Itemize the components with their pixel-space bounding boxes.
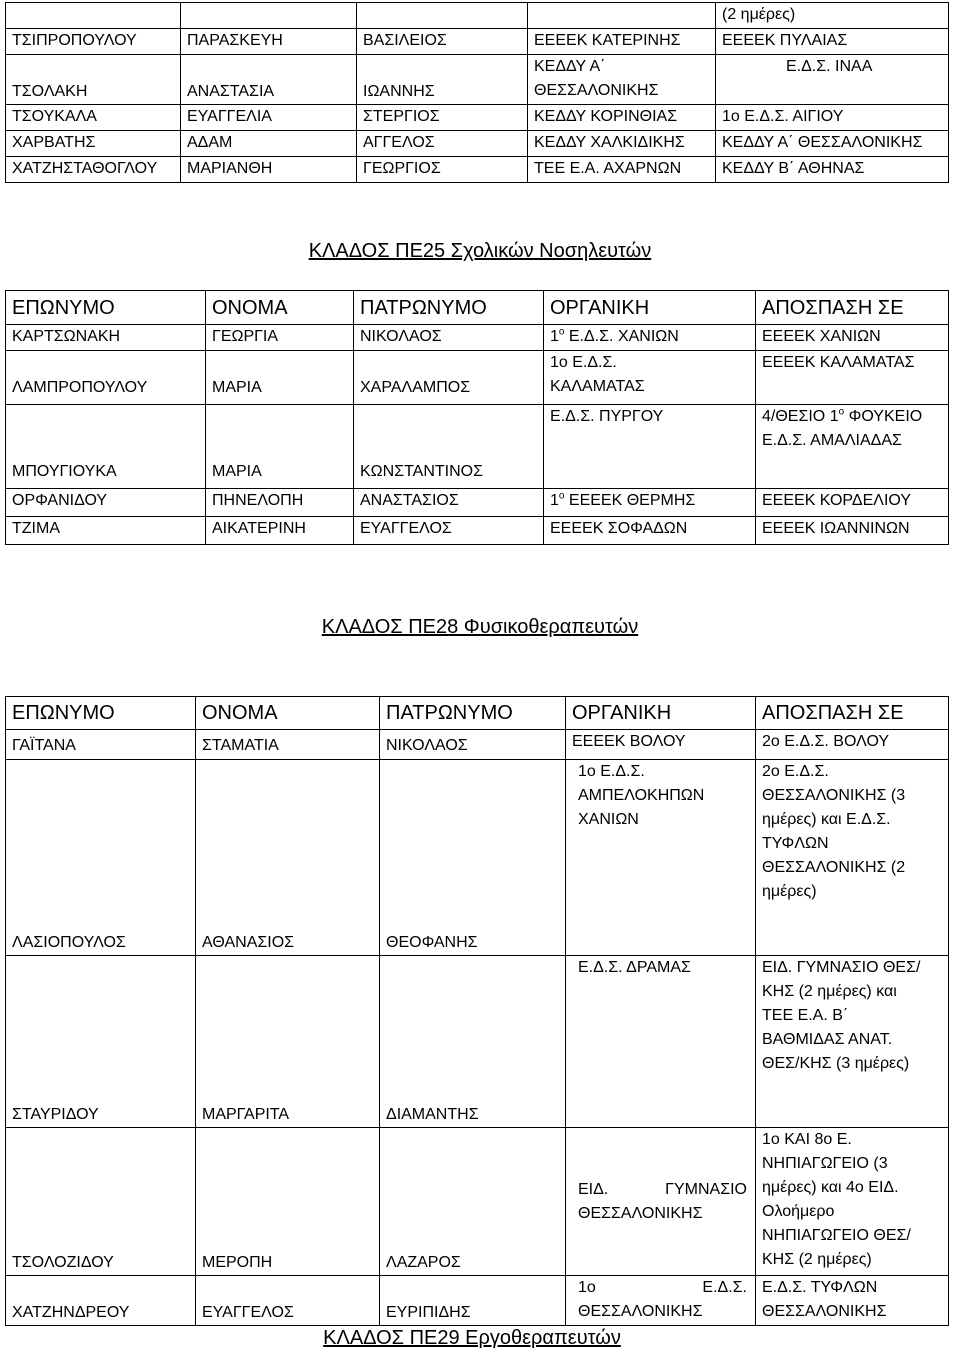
table-row [6,29,949,55]
organic-cell: Ε.Δ.Σ. ΔΡΑΜΑΣ [566,956,756,1128]
table-cell: ΧΑΡΒΑΤΗΣ [6,131,181,157]
table-row [6,489,949,517]
organic-text: ΘΕΣΣΑΛΟΝΙΚΗΣ [578,1303,703,1320]
pe25-table [5,290,949,545]
table-row [6,730,949,760]
table-row [6,760,949,956]
secondment-cell: ΕΕΕΕΚ ΧΑΝΙΩΝ [756,325,949,351]
father-cell: ΝΙΚΟΛΑΟΣ [354,325,544,351]
column-header: ΟΡΓΑΝΙΚΗ [544,291,756,325]
surname-cell: ΛΑΜΠΡΟΠΟΥΛΟΥ [6,351,206,405]
table-cell: ΤΣΟΥΚΑΛΑ [6,105,181,131]
surname-cell: ΓΑΪΤΑΝΑ [6,730,196,760]
organic-cell: Ε.Δ.Σ. ΠΥΡΓΟΥ [544,405,756,489]
secondment-cell: Ε.Δ.Σ. ΤΥΦΛΩΝ ΘΕΣΣΑΛΟΝΙΚΗΣ [756,1276,949,1326]
table-cell: ΤΣΟΛΑΚΗ [6,55,181,105]
column-header: ΠΑΤΡΩΝΥΜΟ [380,697,566,730]
table-cell: ΚΕΔΔΥ ΚΟΡΙΝΘΙΑΣ [528,105,716,131]
father-cell: ΚΩΝΣΤΑΝΤΙΝΟΣ [354,405,544,489]
table-cell: ΜΑΡΙΑΝΘΗ [181,157,357,183]
surname-cell: ΧΑΤΖΗΝΔΡΕΟΥ [6,1276,196,1326]
table-cell: (2 ημέρες) [716,3,949,29]
table-row [6,351,949,405]
column-header: ΟΝΟΜΑ [196,697,380,730]
table-cell: ΑΓΓΕΛΟΣ [357,131,528,157]
organic-number: 1 [550,328,559,345]
column-header: ΕΠΩΝΥΜΟ [6,291,206,325]
organic-cell [566,1276,756,1326]
table-cell: ΙΩΑΝΝΗΣ [357,55,528,105]
organic-text: ΕΙΔ. [578,1180,609,1198]
name-cell: ΠΗΝΕΛΟΠΗ [206,489,354,517]
table-row [6,105,949,131]
father-cell: ΕΥΑΓΓΕΛΟΣ [354,517,544,545]
table-cell: ΕΥΑΓΓΕΛΙΑ [181,105,357,131]
table-row [6,1276,949,1326]
father-cell: ΝΙΚΟΛΑΟΣ [380,730,566,760]
column-header: ΟΝΟΜΑ [206,291,354,325]
name-cell: ΣΤΑΜΑΤΙΑ [196,730,380,760]
secondment-cell: 2ο Ε.Δ.Σ. ΘΕΣΣΑΛΟΝΙΚΗΣ (3 ημέρες) και Ε.Δ.Σ. ΤΥΦΛΩΝ ΘΕΣΣΑΛΟΝΙΚΗΣ (2 ημέρες) [756,760,949,956]
table-cell: ΤΣΙΠΡΟΠΟΥΛΟΥ [6,29,181,55]
surname-cell: ΛΑΣΙΟΠΟΥΛΟΣ [6,760,196,956]
table-cell: ΑΔΑΜ [181,131,357,157]
father-cell: ΕΥΡΙΠΙΔΗΣ [380,1276,566,1326]
table-cell: 1ο Ε.Δ.Σ. ΑΙΓΙΟΥ [716,105,949,131]
table-row [6,131,949,157]
column-header: ΠΑΤΡΩΝΥΜΟ [354,291,544,325]
table-cell: ΧΑΤΖΗΣΤΑΘΟΓΛΟΥ [6,157,181,183]
table-row [6,517,949,545]
secondment-cell: ΕΕΕΕΚ ΚΑΛΑΜΑΤΑΣ [756,351,949,405]
organic-cell [566,1128,756,1276]
name-cell: ΕΥΑΓΓΕΛΟΣ [196,1276,380,1326]
name-cell: ΓΕΩΡΓΙΑ [206,325,354,351]
table-row [6,956,949,1128]
organic-line [578,1178,755,1202]
table-cell: ΓΕΩΡΓΙΟΣ [357,157,528,183]
surname-cell: ΤΣΟΛΟΖΙΔΟΥ [6,1128,196,1276]
column-header: ΟΡΓΑΝΙΚΗ [566,697,756,730]
organic-text: ΕΕΕΕΚ ΘΕΡΜΗΣ [564,492,696,509]
table-cell: ΠΑΡΑΣΚΕΥΗ [181,29,357,55]
organic-number: 1 [550,492,559,509]
organic-text: Ε.Δ.Σ. ΧΑΝΙΩΝ [564,328,679,345]
surname-cell: ΚΑΡΤΣΩΝΑΚΗ [6,325,206,351]
secondment-text: 4/ΘΕΣΙΟ 1 [762,408,839,425]
organic-cell [544,325,756,351]
name-cell: ΜΑΡΙΑ [206,405,354,489]
table-row [6,55,949,105]
table-row [6,3,949,29]
secondment-cell: ΕΕΕΕΚ ΚΟΡΔΕΛΙΟΥ [756,489,949,517]
ordinal-superscript: ο [838,406,845,418]
organic-cell: 1ο Ε.Δ.Σ. ΚΑΛΑΜΑΤΑΣ [544,351,756,405]
secondment-text: ΦΟΥΚΕΙΟ Ε.Δ.Σ. ΑΜΑΛΙΑΔΑΣ [762,408,923,449]
pe28-table [5,696,949,1326]
father-cell: ΔΙΑΜΑΝΤΗΣ [380,956,566,1128]
table-cell: ΒΑΣΙΛΕΙΟΣ [357,29,528,55]
table-header-row [6,697,949,730]
secondment-cell: ΕΕΕΕΚ ΙΩΑΝΝΙΝΩΝ [756,517,949,545]
table-cell: ΚΕΔΔΥ ΧΑΛΚΙΔΙΚΗΣ [528,131,716,157]
secondment-cell: 1ο ΚΑΙ 8ο Ε. ΝΗΠΙΑΓΩΓΕΙΟ (3 ημέρες) και 4ο ΕΙΔ. Ολοήμερο ΝΗΠΙΑΓΩΓΕΙΟ ΘΕΣ/ΚΗΣ (2 ημέρες) [756,1128,949,1276]
table-cell: Ε.Δ.Σ. ΙΝΑΑ [716,55,949,105]
table-cell: ΕΕΕΕΚ ΠΥΛΑΙΑΣ [716,29,949,55]
ordinal-superscript: ο [558,326,565,338]
name-cell: ΑΙΚΑΤΕΡΙΝΗ [206,517,354,545]
table-row [6,405,949,489]
table-cell: ΚΕΔΔΥ Α΄ ΘΕΣΣΑΛΟΝΙΚΗΣ [716,131,949,157]
table-row [6,157,949,183]
name-cell: ΜΑΡΙΑ [206,351,354,405]
secondment-cell [756,405,949,489]
father-cell: ΑΝΑΣΤΑΣΙΟΣ [354,489,544,517]
table-row [6,325,949,351]
organic-text: Ε.Δ.Σ. [702,1279,747,1296]
table-cell: ΕΕΕΕΚ ΚΑΤΕΡΙΝΗΣ [528,29,716,55]
table-cell: ΚΕΔΔΥ Β΄ ΑΘΗΝΑΣ [716,157,949,183]
father-cell: ΛΑΖΑΡΟΣ [380,1128,566,1276]
organic-cell: ΕΕΕΕΚ ΣΟΦΑΔΩΝ [544,517,756,545]
table-cell: ΑΝΑΣΤΑΣΙΑ [181,55,357,105]
column-header: ΕΠΩΝΥΜΟ [6,697,196,730]
organic-text: ΘΕΣΣΑΛΟΝΙΚΗΣ [578,1204,703,1222]
secondment-cell: ΕΙΔ. ΓΥΜΝΑΣΙΟ ΘΕΣ/ΚΗΣ (2 ημέρες) και ΤΕΕ Ε.Α. Β΄ ΒΑΘΜΙΔΑΣ ΑΝΑΤ. ΘΕΣ/ΚΗΣ (3 ημέρες) [756,956,949,1128]
column-header: ΑΠΟΣΠΑΣΗ ΣΕ [756,291,949,325]
table-cell: ΣΤΕΡΓΙΟΣ [357,105,528,131]
table-cell: ΤΕΕ Ε.Α. ΑΧΑΡΝΩΝ [528,157,716,183]
organic-line [578,1276,755,1300]
section-title-pe28: ΚΛΑΔΟΣ ΠΕ28 Φυσικοθεραπευτών [321,616,639,638]
organic-text: ΓΥΜΝΑΣΙΟ [665,1180,747,1198]
section-title-pe29: ΚΛΑΔΟΣ ΠΕ29 Εργοθεραπευτών [323,1327,621,1349]
name-cell: ΑΘΑΝΑΣΙΟΣ [196,760,380,956]
father-cell: ΧΑΡΑΛΑΜΠΟΣ [354,351,544,405]
secondment-cell: 2ο Ε.Δ.Σ. ΒΟΛΟΥ [756,730,949,760]
table-row [6,1128,949,1276]
ordinal-superscript: ο [558,490,565,502]
organic-text: 1ο [578,1279,596,1296]
section-title-pe25: ΚΛΑΔΟΣ ΠΕ25 Σχολικών Νοσηλευτών [308,240,652,262]
surname-cell: ΟΡΦΑΝΙΔΟΥ [6,489,206,517]
table-header-row [6,291,949,325]
name-cell: ΜΑΡΓΑΡΙΤΑ [196,956,380,1128]
surname-cell: ΣΤΑΥΡΙΔΟΥ [6,956,196,1128]
father-cell: ΘΕΟΦΑΝΗΣ [380,760,566,956]
table-cell [357,3,528,29]
top-table [5,2,949,183]
name-cell: ΜΕΡΟΠΗ [196,1128,380,1276]
organic-cell [544,489,756,517]
table-cell [528,3,716,29]
table-cell [181,3,357,29]
organic-cell: 1ο Ε.Δ.Σ. ΑΜΠΕΛΟΚΗΠΩΝ ΧΑΝΙΩΝ [566,760,756,956]
surname-cell: ΤΖΙΜΑ [6,517,206,545]
organic-cell: ΕΕΕΕΚ ΒΟΛΟΥ [566,730,756,760]
table-cell: ΚΕΔΔΥ Α΄ ΘΕΣΣΑΛΟΝΙΚΗΣ [528,55,716,105]
column-header: ΑΠΟΣΠΑΣΗ ΣΕ [756,697,949,730]
table-cell [6,3,181,29]
surname-cell: ΜΠΟΥΓΙΟΥΚΑ [6,405,206,489]
